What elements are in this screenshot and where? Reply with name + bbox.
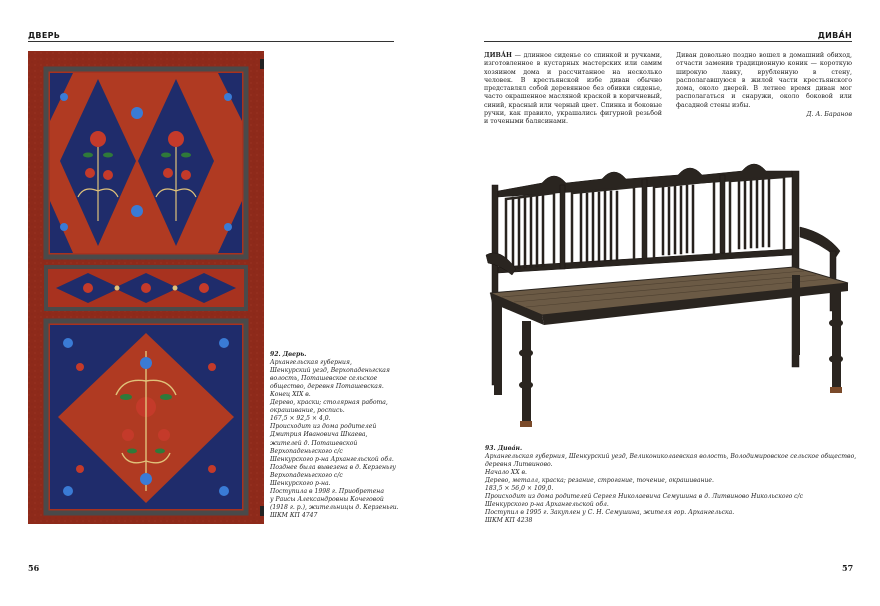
article-column-1 (484, 52, 662, 127)
caption-line: Шенкурский уезд, Верхопаденьгская (270, 367, 390, 375)
caption-line: 167,5 × 92,5 × 4,0. (270, 415, 331, 423)
wooden-bench-image (482, 163, 854, 435)
painted-door-image (28, 51, 264, 524)
article-column-2 (676, 52, 852, 119)
caption-line: Дмитрия Ивановича Шкаева, (270, 431, 368, 439)
article-text-1: — длинное сиденье со спинкой и ручками, изготовленное в кустарных мастерских или самим хозяином дома и рассчитанное на несколько человек. В крестьянской избе диван обычно представлял собой деревянное без обивки сиденье, часто окрашенное масляной краской в коричневый, синий, красный или черный цвет. Спинка и боковые ручки, как правило, украшались фигурной резьбой и точеными балясинами. (484, 52, 662, 126)
page-number-left: 56 (28, 563, 40, 573)
door-caption (270, 351, 430, 520)
header-rule-left (28, 41, 394, 42)
door-illustration (28, 51, 264, 524)
caption-line: 183,5 × 56,0 × 109,0. (485, 485, 554, 493)
caption-line: Происходит из дома родителей Сергея Николаевича Семушина в д. Литвиново Никольского с/с (485, 493, 804, 501)
bench-caption (485, 445, 865, 525)
caption-line: Происходит из дома родителей (270, 423, 377, 431)
page-number-right: 57 (842, 563, 854, 573)
caption-line: Дерево, металл, краска; резание, строгание, точение, окрашивание. (485, 477, 714, 485)
caption-line: окрашивание, роспись. (270, 407, 345, 415)
article-term: ДИВА́Н (484, 52, 512, 59)
article-text-2: Диван довольно поздно вошел в домашний обиход, отчасти заменив традиционную коник — короткую широкую лавку, врубленную в стену, располагавшуюся в жилой части крестьянского дома, около дверей. В летнее время диван мог располагаться и снаружи, около боковой или фасадной стены избы. (676, 52, 852, 109)
header-rule-right (484, 41, 852, 42)
author-signature: Д. А. Баранов (806, 111, 852, 119)
caption-line: Конец XIX в. (270, 391, 311, 399)
caption-line: волость, Поташевское сельское (270, 375, 378, 383)
caption-line: жителей д. Поташевской (270, 439, 358, 447)
caption-line: Шенкурского р-на. (270, 479, 331, 487)
caption-line: Верхопаденьгского с/с (270, 447, 343, 455)
caption-line: Дерево, краски; столярная работа, (270, 399, 388, 407)
bench-illustration (482, 163, 854, 435)
caption-line: Шенкурского р-на Архангельской обл. (485, 501, 609, 509)
caption-line: Шенкурского р-на Архангельской обл. (270, 455, 394, 463)
caption-line: Начало XX в. (485, 469, 527, 477)
running-head-right: ДИВА́Н (817, 31, 852, 40)
caption-line: у Раисы Александровны Кочеговой (270, 495, 384, 503)
running-head-left: ДВЕРЬ (28, 31, 61, 40)
caption-line: Позднее была вывезена в д. Керзеньгу (270, 463, 396, 471)
caption-line: Поступила в 1998 г. Приобретена (270, 487, 384, 495)
door-caption-title: 92. Дверь. (270, 351, 307, 358)
caption-line: Поступил в 1995 г. Закуплен у С. Н. Семушина, жителя гор. Архангельска. (485, 509, 735, 517)
bench-caption-title: 93. Дива́н. (485, 445, 523, 452)
caption-line: Архангельская губерния, (270, 359, 352, 367)
caption-line: Верхопаденьгского с/с (270, 471, 343, 479)
caption-line: деревня Литвиново. (485, 461, 553, 469)
caption-line: (1918 г. р.), жительницы д. Керзеньги. (270, 503, 399, 511)
caption-line: ШКМ КП 4238 (485, 517, 533, 525)
caption-line: ШКМ КП 4747 (270, 511, 318, 519)
caption-line: общество, деревня Поташевская. (270, 383, 384, 391)
caption-line: Архангельская губерния, Шенкурский уезд, Великониколаевская волость, Володимировское сельское общество, (485, 453, 857, 461)
